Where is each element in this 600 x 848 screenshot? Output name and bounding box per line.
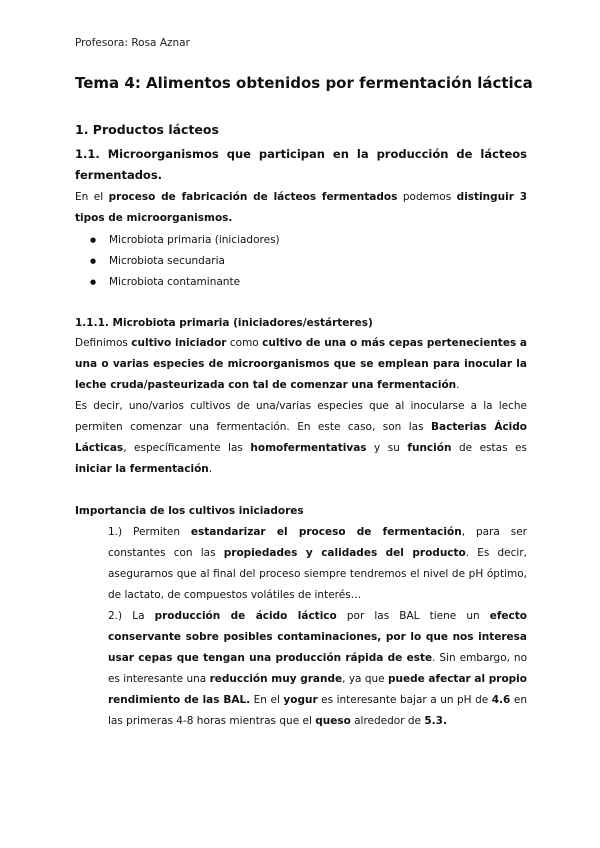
bold-run: función [407,442,452,454]
bold-run: yogur [283,694,318,706]
text-run: Definimos [75,337,132,349]
text-run: alrededor de [350,715,425,727]
text-run: . [456,379,460,391]
bold-run: propiedades y calidades del producto [223,547,466,559]
bold-run: estandarizar el proceso de fermentación [190,526,462,538]
text-run: podemos [397,191,457,203]
importance-item-2 [108,606,527,732]
bold-run: distinguir 3 tipos de microorganismos. [75,191,527,224]
list-item: ● Microbiota secundaria [90,251,280,272]
section-title: 1. Productos lácteos [75,122,219,137]
text-run: en las primeras 4-8 horas mientras que el [108,694,527,727]
bold-run: homofermentativas [250,442,367,454]
text-run: . Sin embargo, no es interesante una [108,652,527,685]
text-run: En el [250,694,284,706]
text-run: 1.) Permiten [108,526,191,538]
text-run: , para ser constantes con las [108,526,527,559]
text-run: En el [75,191,109,203]
text-run: por las BAL tiene un [336,610,490,622]
definition-paragraph [75,333,527,396]
bold-run: producción de ácido láctico [154,610,337,622]
text-run: Es decir, uno/varios cultivos de una/varias especies que al inocularse a la leche permiten comenzar una fermentación. En este caso, son las [75,400,527,433]
text-run: . [208,463,213,475]
author-header: Profesora: Rosa Aznar [75,37,190,49]
explanation-paragraph [75,396,527,480]
text-run: es interesante bajar a un pH de [317,694,492,706]
importance-heading: Importancia de los cultivos iniciadores [75,505,304,517]
text-run: y su [366,442,408,454]
bold-run: queso [315,715,351,727]
list-item: ● Microbiota primaria (iniciadores) [90,230,280,251]
bold-run: efecto conservante sobre posibles contaminaciones, por lo que nos interesa usar cepas que tengan una producción rápida de este [108,610,528,664]
text-run: como [226,337,263,349]
text-run: , ya que [342,673,388,685]
list-item: ● Microbiota contaminante [90,272,280,293]
bold-run: reducción muy grande [209,673,343,685]
bold-run: iniciar la fermentación [75,463,209,475]
bold-run: proceso de fabricación de lácteos fermentados [108,191,398,203]
intro-paragraph [75,187,527,229]
bold-run: cultivo de una o más cepas pertenecientes a una o varias especies de microorganismos que se emplean para inocular la leche cruda/pasteurizada con tal de comenzar una fermentación [75,337,527,391]
bold-run: cultivo iniciador [131,337,227,349]
bold-run: 4.6 [491,694,511,706]
text-run: de estas es [451,442,527,454]
text-run: 2.) La [108,610,155,622]
importance-item-1 [108,522,527,606]
bold-run: 5.3. [424,715,447,727]
subsection-heading: 1.1.1. Microbiota primaria (iniciadores/estárteres) [75,317,373,329]
text-run: . Es decir, asegurarnos que al final del proceso siempre tendremos el nivel de pH óptimo, de lactato, de compuestos volátiles de interés… [108,547,527,601]
document-title: Tema 4: Alimentos obtenidos por fermentación láctica [75,74,533,92]
microbiota-list [90,230,280,293]
subsection-title: 1.1. Microorganismos que participan en la producción de lácteos fermentados. [75,147,527,182]
text-run: , específicamente las [123,442,251,454]
bold-run: Bacterias Ácido Lácticas [75,421,527,454]
bold-run: puede afectar al propio rendimiento de las BAL. [108,673,527,706]
